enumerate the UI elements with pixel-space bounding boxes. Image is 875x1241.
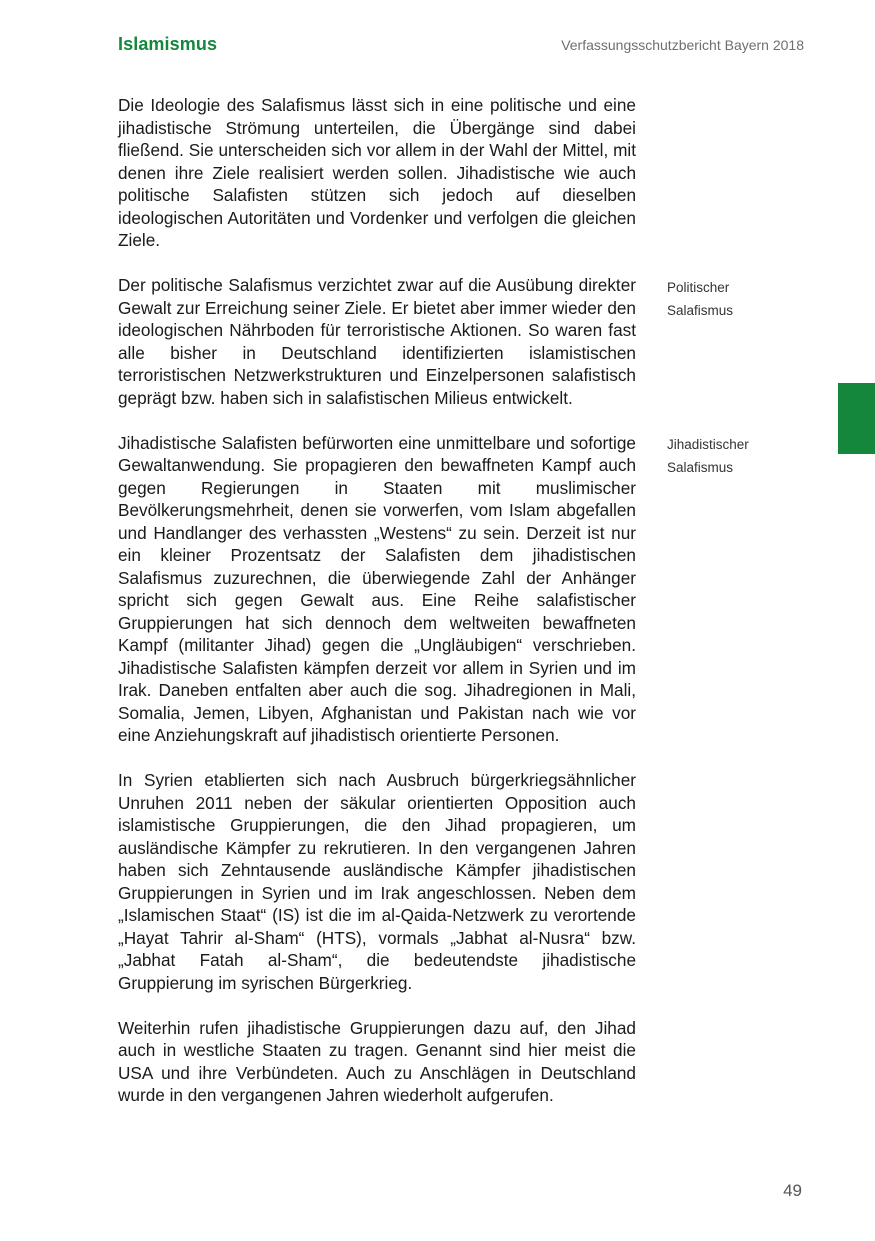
paragraph-western-states: Weiterhin rufen jihadistische Gruppierungen dazu auf, den Jihad auch in westliche Staaten zu tragen. Genannt sind hier meist die USA und ihre Verbündeten. Auch zu Anschlägen in Deutschland wurde in den vergangenen Jahren wiederholt aufgerufen. [118, 1017, 636, 1105]
paragraph-ideology: Die Ideologie des Salafismus lässt sich in eine politische und eine jihadistische Strömung unterteilen, die Übergänge sind dabei fließend. Sie unterscheiden sich vor allem in der Wahl der Mittel, mit denen ihre Ziele realisiert werden sollen. Jihadistische wie auch politische Salafisten stützen sich jedoch auf dieselben ideologischen Autoritäten und Vordenker und verfolgen die gleichen Ziele. [118, 95, 636, 250]
section-title: Islamismus [118, 34, 218, 54]
margin-note-line: Salafismus [667, 459, 734, 475]
margin-note-line: Salafismus [667, 302, 734, 318]
paragraph-political-salafism: Der politische Salafismus verzichtet zwar auf die Ausübung direkter Gewalt zur Erreichung seiner Ziele. Er bietet aber immer wieder den ideologischen Nährboden für terroristische Aktionen. So waren fast alle bisher in Deutschland identifizierten islamistischen terroristischen Netzwerkstrukturen und Einzelpersonen salafistisch geprägt bzw. haben sich in salafistischen Milieus entwickelt. [118, 275, 636, 408]
margin-note-jihadist-salafism [667, 434, 807, 479]
body-text [118, 94, 636, 1129]
publication-title: Verfassungsschutzbericht Bayern 2018 [561, 37, 804, 53]
page-number: 49 [783, 1181, 802, 1200]
chapter-tab-marker [838, 383, 875, 454]
paragraph-jihadist-salafism: Jihadistische Salafisten befürworten eine unmittelbare und sofortige Gewaltanwendung. Sie propagieren den bewaffneten Kampf auch gegen Regierungen in Staaten mit muslimischer Bevölkerungsmehrheit, denen sie vorwerfen, vom Islam abgefallen und Handlanger des verhassten „Westens“ zu sein. Derzeit ist nur ein kleiner Prozentsatz der Salafisten dem jihadistischen Salafismus zuzurechnen, die überwiegende Zahl der Anhänger spricht sich gegen Gewalt aus. Eine Reihe salafistischer Gruppierungen hat sich dennoch dem weltweiten bewaffneten Kampf (militanter Jihad) gegen die „Ungläubigen“ verschrieben. Jihadistische Salafisten kämpfen derzeit vor allem in Syrien und im Irak. Daneben entfalten aber auch die sog. Jihadregionen in Mali, Somalia, Jemen, Libyen, Afghanistan und Pakistan nach wie vor eine Anziehungskraft auf jihadistisch orientierte Personen. [118, 432, 636, 745]
margin-note-political-salafism [667, 277, 807, 322]
paragraph-syria: In Syrien etablierten sich nach Ausbruch bürgerkriegsähnlicher Unruhen 2011 neben der säkular orientierten Opposition auch islamistische Gruppierungen, die den Jihad propagieren, um ausländische Kämpfer zu rekrutieren. In den vergangenen Jahren haben sich Zehntausende ausländische Kämpfer jihadistischen Gruppierungen in Syrien und im Irak angeschlossen. Neben dem „Islamischen Staat“ (IS) ist die im al-Qaida-Netzwerk zu verortende „Hayat Tahrir al-Sham“ (HTS), vormals „Jabhat al-Nusra“ bzw. „Jabhat Fatah al-Sham“, die bedeutendste jihadistische Gruppierung im syrischen Bürgerkrieg. [118, 770, 636, 993]
margin-note-line: Jihadistischer [667, 437, 749, 452]
margin-note-line: Politischer [667, 280, 730, 295]
